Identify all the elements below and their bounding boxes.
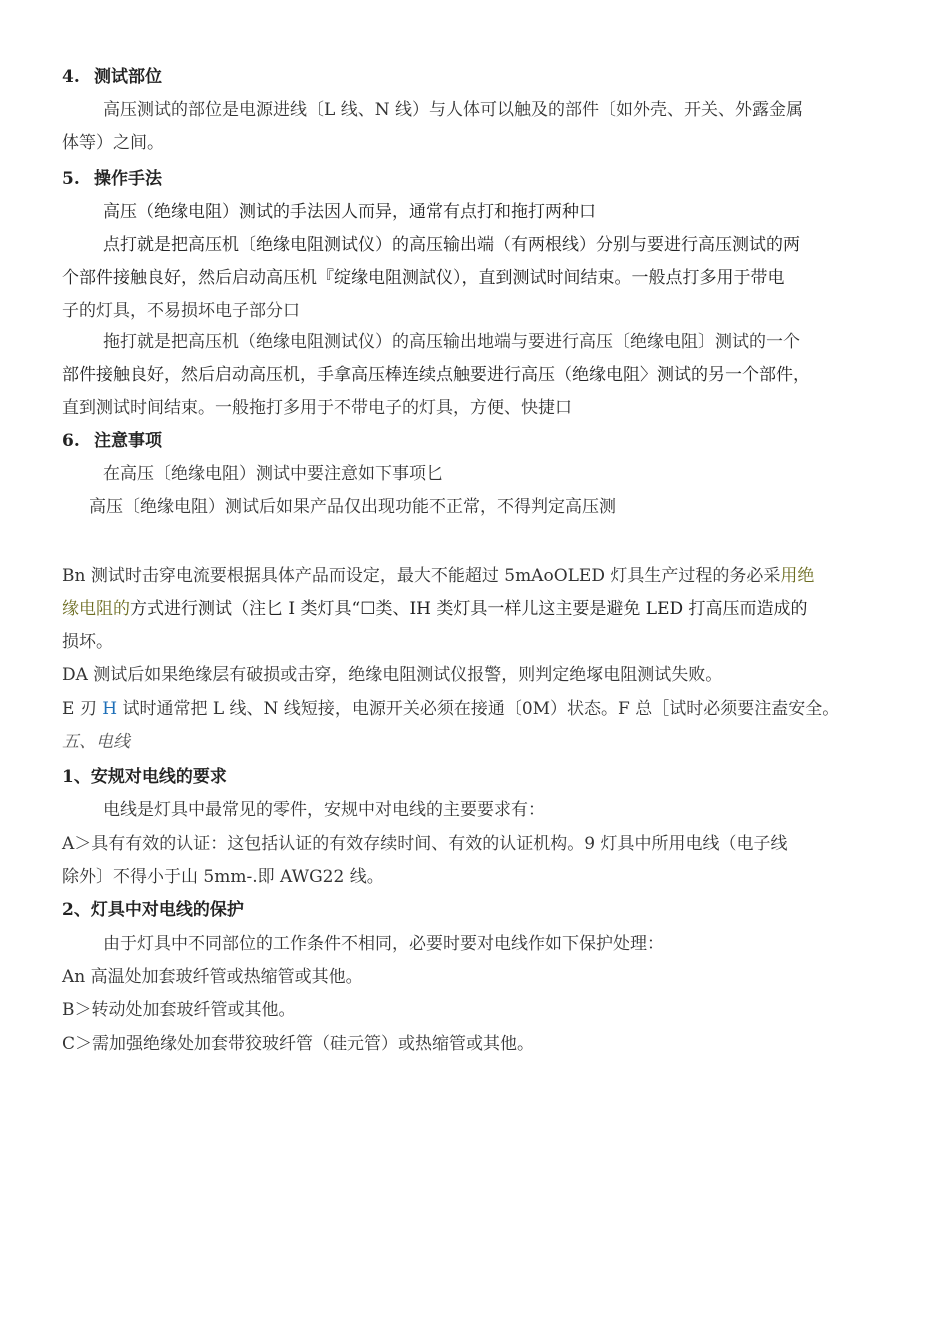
paragraph-line: 点打就是把高压机〔绝缘电阻测试仪）的高压输出端（有两根线）分别与要进行高压测试的两 <box>103 235 800 255</box>
heading-title: 操作手法 <box>94 169 162 189</box>
paragraph-line <box>62 697 839 721</box>
paragraph-line: 高压（绝缘电阻）测试的手法因人而异，通常有点打和拖打两种口 <box>103 202 596 222</box>
paragraph-line: 子的灯具，不易损坏电子部分口 <box>62 301 300 321</box>
text-run: 试时通常把 L 线、N 线短接，电源开关必须在接通〔0M）状态。F 总［试时必须要注盍安全。 <box>117 699 840 719</box>
paragraph-line: 由于灯具中不同部位的工作条件不相同，必要时要对电线作如下保护处理： <box>103 934 664 954</box>
highlighted-text: 缘电阻的 <box>62 599 130 619</box>
paragraph-line: 高压〔绝缘电阻）测试后如果产品仅出现功能不正常，不得判定高压测 <box>89 497 616 517</box>
paragraph-line: 损坏。 <box>62 632 113 652</box>
paragraph-line: 在高压〔绝缘电阻）测试中要注意如下事项匕 <box>103 464 443 484</box>
paragraph-line: 电线是灯具中最常见的零件，安规中对电线的主要要求有： <box>103 800 545 820</box>
paragraph-line: 部件接触良好，然后启动高压机，手拿高压棒连续点触要进行高压（绝缘电阻〉测试的另一个部件， <box>62 365 810 385</box>
paragraph-line: DA 测试后如果绝缘层有破损或击穿，绝缘电阻测试仪报警，则判定绝塚电阻测试失败。 <box>62 665 723 685</box>
paragraph-line: 个部件接触良好，然后启动高压机『绽缘电阻测試仪），直到测试时间结束。一般点打多用于带电 <box>62 268 785 288</box>
list-item: An 高温处加套玻纤管或热缩管或其他。 <box>62 967 363 987</box>
subsection-title: 2、灯具中对电线的保护 <box>62 900 244 920</box>
highlighted-text: H <box>102 699 118 719</box>
heading-section-4 <box>62 65 162 89</box>
heading-number: 4. <box>62 67 80 87</box>
paragraph-line <box>62 564 814 588</box>
list-item: C＞需加强绝缘处加套带狡玻纤管（硅元管）或热缩管或其他。 <box>62 1034 535 1054</box>
heading-section-6 <box>62 429 162 453</box>
chapter-title: 五、电线 <box>62 732 130 752</box>
text-run: Bn 测试时击穿电流要根据具体产品而设定，最大不能超过 5mAoOLED 灯具生产过程的务必采 <box>62 566 781 586</box>
subsection-title: 1、安规对电线的要求 <box>62 767 227 787</box>
heading-title: 注意事项 <box>94 431 162 451</box>
highlighted-text: 用绝 <box>780 566 815 586</box>
heading-title: 测试部位 <box>94 67 162 87</box>
paragraph-line: 直到测试时间结束。一般拖打多用于不带电子的灯具，方便、快捷口 <box>62 398 572 418</box>
paragraph-line: 体等）之间。 <box>62 133 164 153</box>
list-item: B＞转动处加套玻纤管或其他。 <box>62 1000 296 1020</box>
heading-number: 5. <box>62 169 80 189</box>
heading-section-5 <box>62 167 162 191</box>
paragraph-line <box>62 597 808 621</box>
text-run: E 刃 <box>62 699 103 719</box>
paragraph-line: 除外〕不得小于山 5mm-.即 AWG22 线。 <box>62 867 384 887</box>
heading-number: 6. <box>62 431 80 451</box>
paragraph-line: 高压测试的部位是电源进线〔L 线、N 线）与人体可以触及的部件〔如外壳、开关、外露金属 <box>103 100 803 120</box>
paragraph-line: 拖打就是把高压机（绝缘电阻测试仪）的高压输出地端与要进行高压〔绝缘电阻〕测试的一个 <box>103 332 800 352</box>
paragraph-line: A＞具有有效的认证：这包括认证的有效存续时间、有效的认证机构。9 灯具中所用电线（电子线 <box>62 834 788 854</box>
text-run: 方式进行测试（注匕 I 类灯具“☐类、IH 类灯具一样儿这主要是避免 LED 打高压而造成的 <box>130 599 808 619</box>
